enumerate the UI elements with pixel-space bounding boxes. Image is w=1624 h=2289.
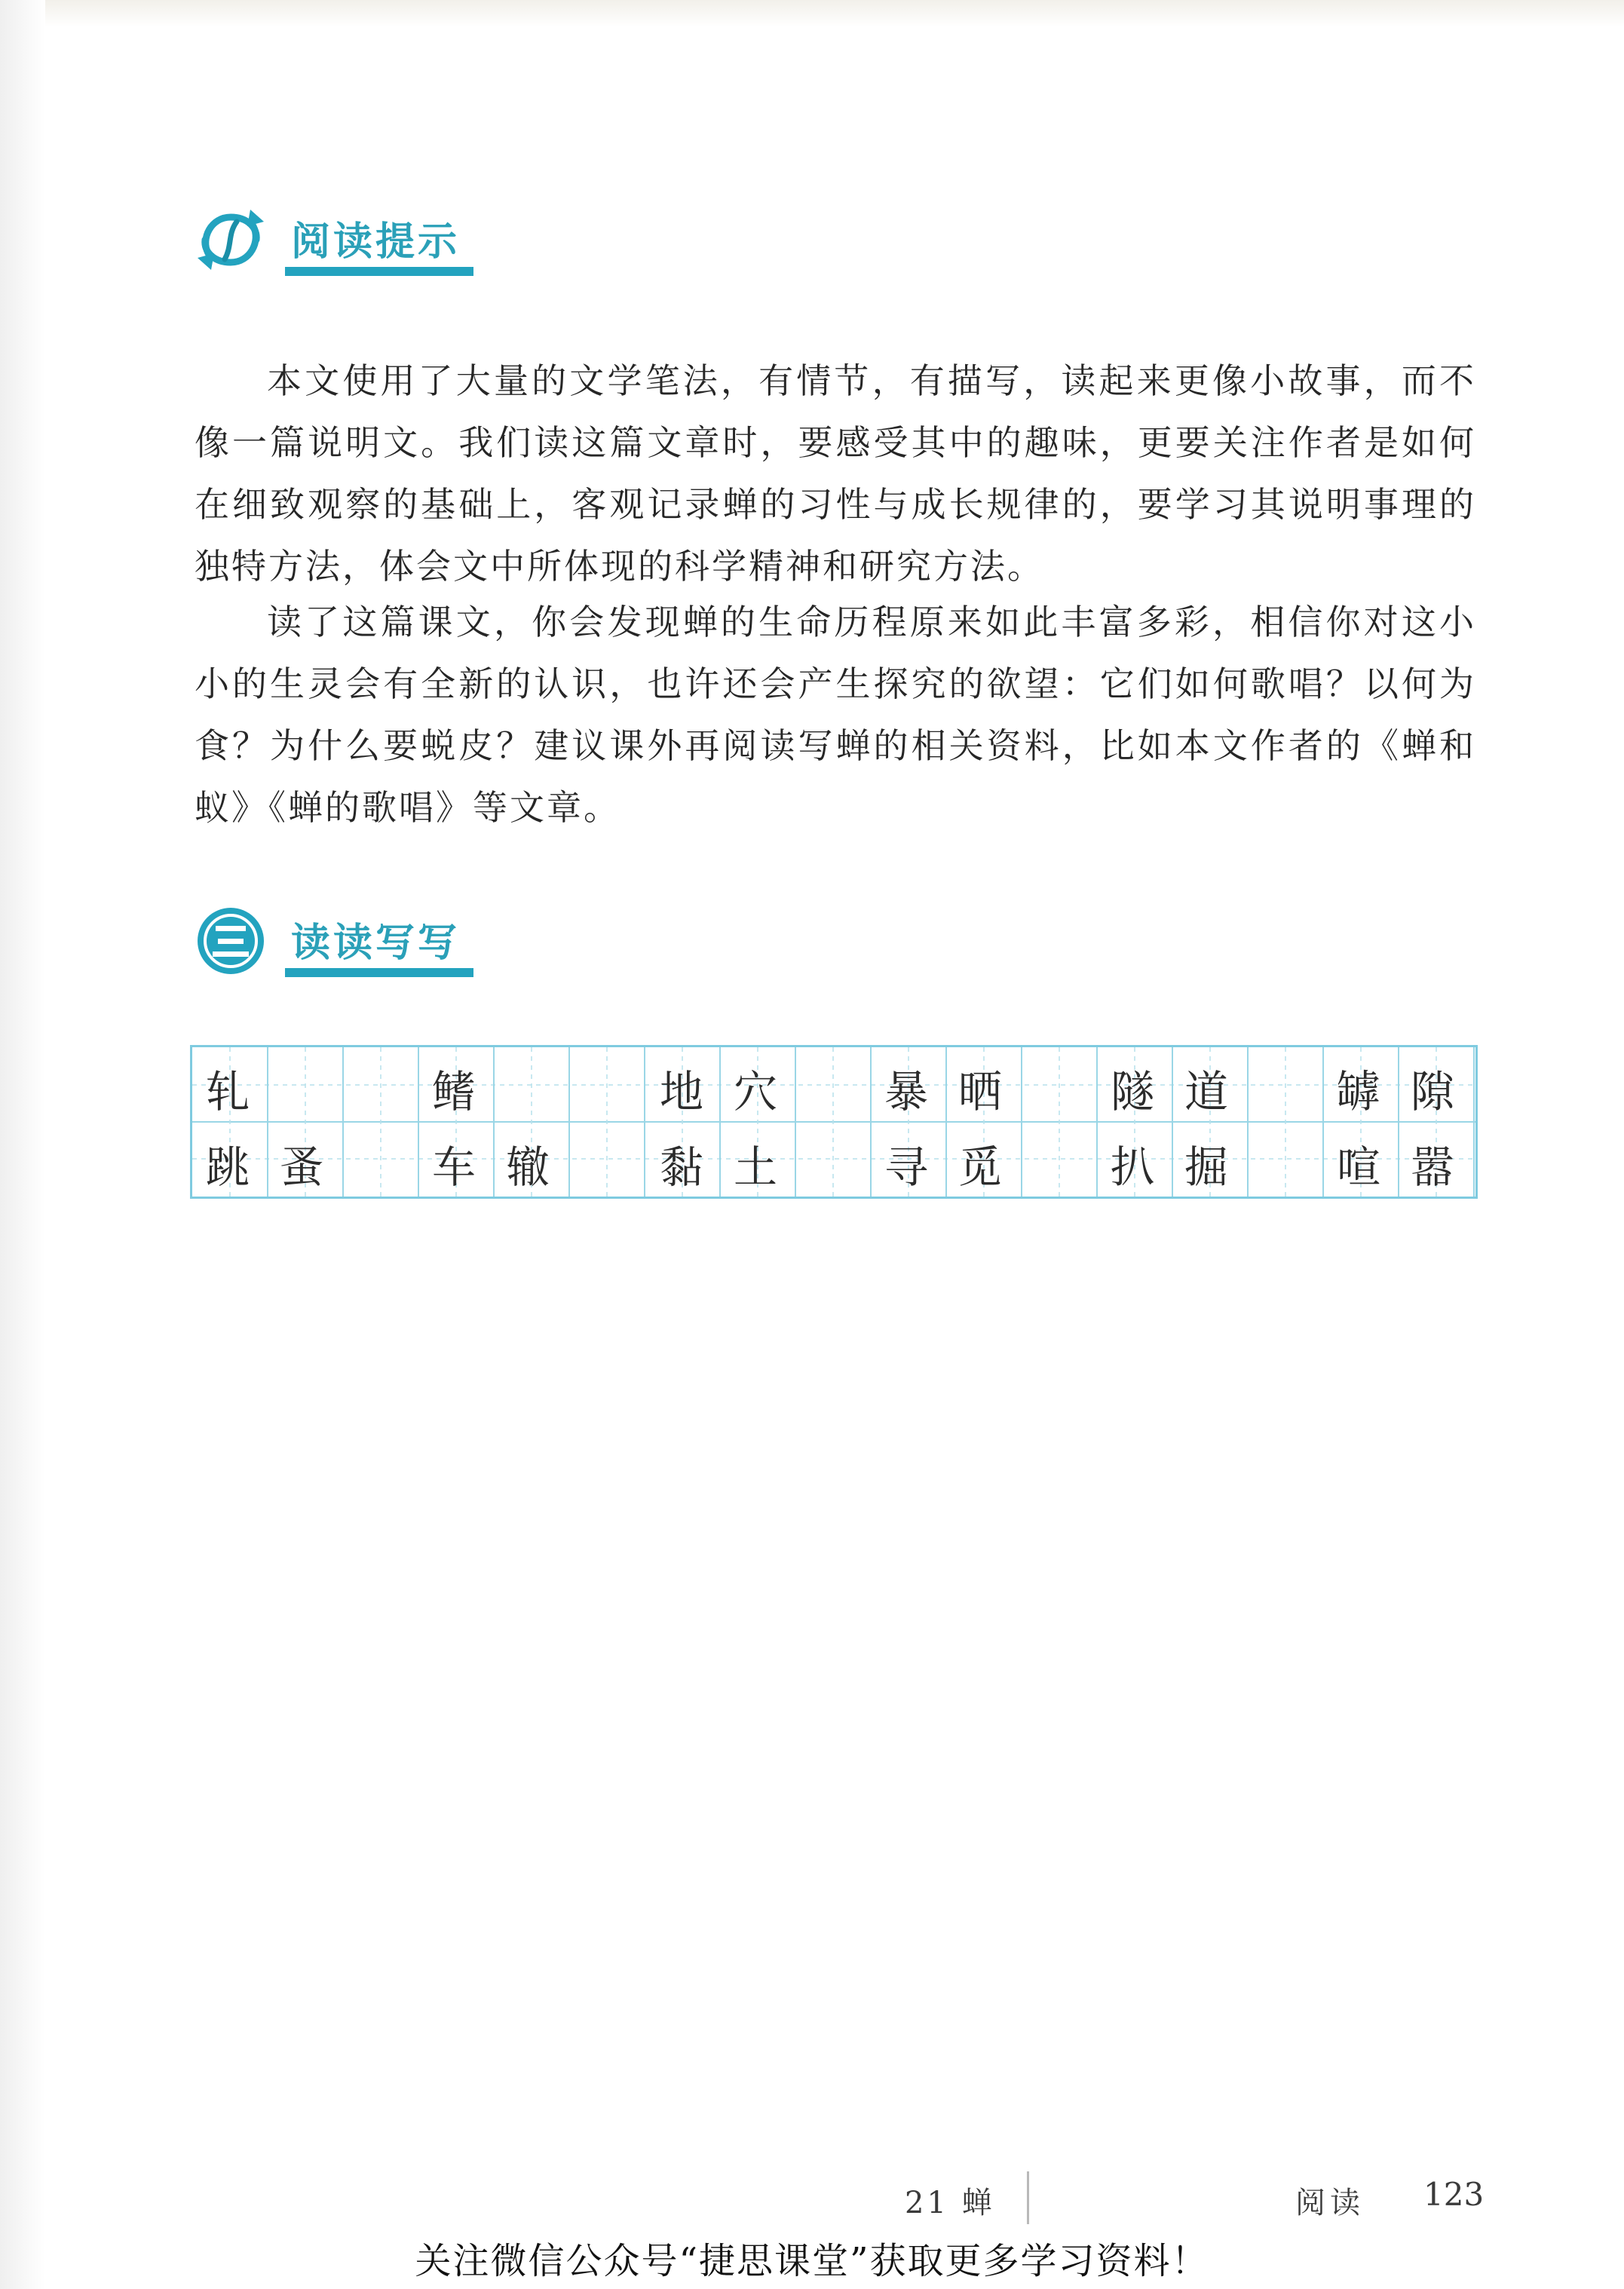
reading-tip-paragraph-1: 本文使用了大量的文学笔法，有情节，有描写，读起来更像小故事，而不像一篇说明文。我们读这篇文章时，要感受其中的趣味，更要关注作者是如何在细致观察的基础上，客观记录蝉的习性与成长规律的，要学习其说明事理的独特方法，体会文中所体现的科学精神和研究方法。	[195, 360, 1476, 587]
vocabulary-grid	[190, 1045, 1485, 1199]
footer-lesson-title: 21 蝉	[905, 2186, 995, 2220]
word-pajue: 扒掘	[1111, 1141, 1259, 1193]
read-write-header	[195, 905, 511, 988]
word-xunmi: 寻觅	[884, 1141, 1033, 1193]
word-dixue: 地穴	[660, 1066, 808, 1117]
page-number: 123	[1423, 2176, 1485, 2213]
grid-lines	[192, 1047, 1475, 1197]
reading-tip-header	[195, 204, 511, 287]
footer-promo-note: 关注微信公众号“捷思课堂”获取更多学习资料！	[415, 2240, 1209, 2282]
word-xuanxiao: 喧嚣	[1337, 1141, 1485, 1193]
word-chezhe: 车辙	[432, 1141, 581, 1193]
read-write-icon	[195, 905, 267, 977]
footer-section-label: 阅读	[1295, 2186, 1365, 2220]
word-qi: 鳍	[432, 1066, 507, 1117]
word-suidao: 隧道	[1111, 1066, 1259, 1117]
word-niantu: 黏土	[660, 1141, 808, 1193]
word-tiaozao: 跳蚤	[206, 1141, 354, 1193]
footer-divider	[1027, 2171, 1029, 2224]
reading-tip-underline	[285, 267, 473, 276]
read-write-title: 读读写写	[291, 921, 461, 966]
word-xiaxi: 罅隙	[1337, 1066, 1485, 1117]
page-binding-shadow	[0, 0, 45, 2289]
reading-tip-icon	[195, 204, 267, 276]
word-baoshai: 暴晒	[884, 1066, 1033, 1117]
word-zha: 轧	[206, 1066, 280, 1117]
reading-tip-paragraph-2: 读了这篇课文，你会发现蝉的生命历程原来如此丰富多彩，相信你对这小小的生灵会有全新的认识，也许还会产生探究的欲望：它们如何歌唱？以何为食？为什么要蜕皮？建议课外再阅读写蝉的相关资料，比如本文作者的《蝉和蚁》《蝉的歌唱》等文章。	[195, 602, 1476, 828]
reading-tip-title: 阅读提示	[291, 219, 461, 265]
page-top-shadow	[0, 0, 1624, 27]
read-write-underline	[285, 968, 473, 977]
